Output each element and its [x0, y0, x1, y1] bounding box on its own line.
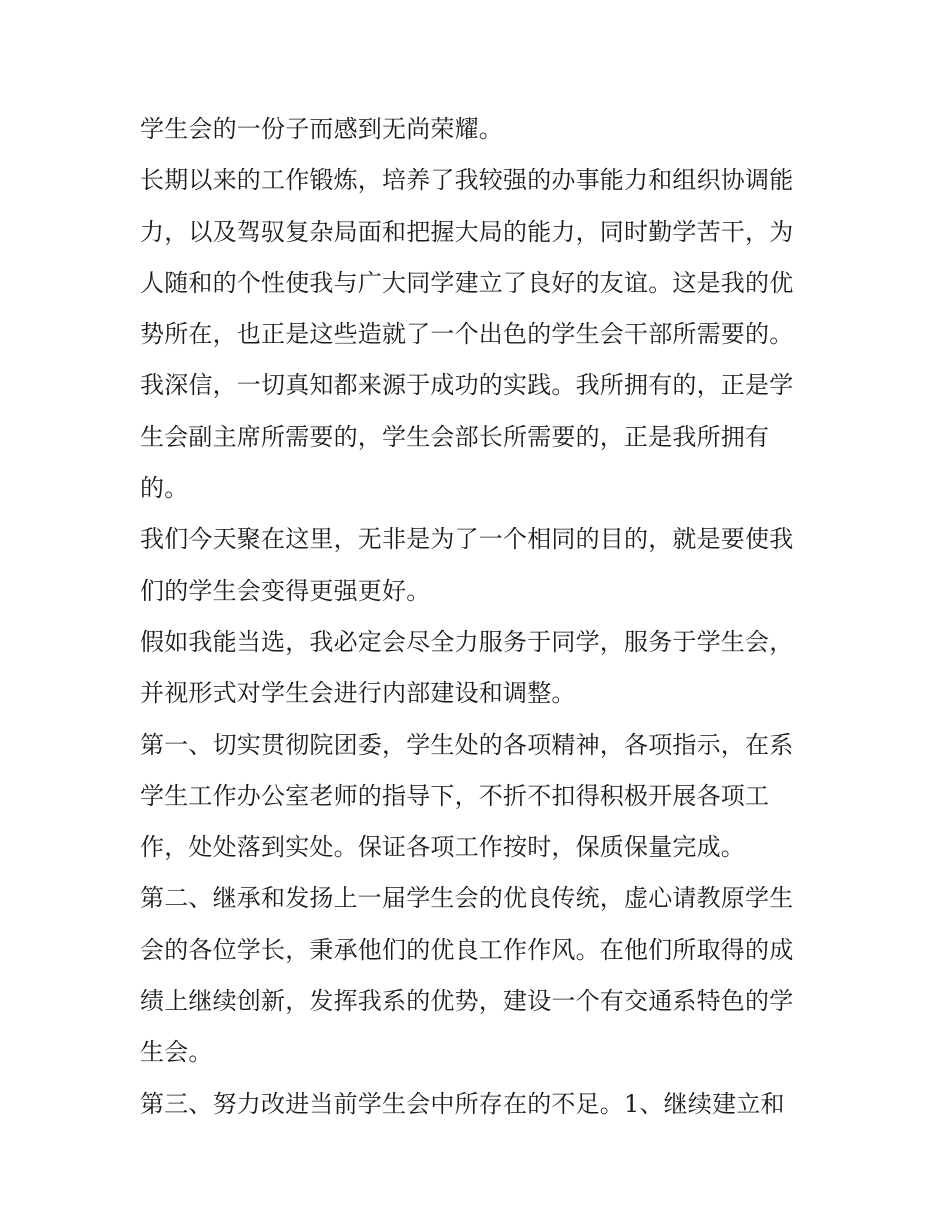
text-line: 作，处处落到实处。保证各项工作按时，保质保量完成。	[140, 833, 745, 862]
text-line: 我深信，一切真知都来源于成功的实践。我所拥有的，正是学	[140, 371, 794, 400]
text-line: 第一、切实贯彻院团委，学生处的各项精神，各项指示，在系	[140, 730, 794, 759]
text-line: 学生工作办公室老师的指导下，不折不扣得积极开展各项工	[140, 781, 770, 810]
text-line: 生会。	[140, 1038, 213, 1067]
text-line: 学生会的一份子而感到无尚荣耀。	[140, 115, 503, 143]
text-line: 们的学生会变得更强更好。	[140, 576, 431, 605]
text-line: 第二、继承和发扬上一届学生会的优良传统，虚心请教原学生	[140, 884, 794, 913]
text-line: 势所在，也正是这些造就了一个出色的学生会干部所需要的。	[140, 320, 794, 349]
text-line: 第三、努力改进当前学生会中所存在的不足。1、继续建立和	[140, 1089, 785, 1118]
text-line: 并视形式对学生会进行内部建设和调整。	[140, 679, 576, 708]
document-body	[140, 104, 820, 1130]
text-line: 我们今天聚在这里，无非是为了一个相同的目的，就是要使我	[140, 525, 794, 554]
text-line: 的。	[140, 474, 189, 503]
text-line: 生会副主席所需要的，学生会部长所需要的，正是我所拥有	[140, 422, 770, 451]
text-line: 人随和的个性使我与广大同学建立了良好的友谊。这是我的优	[140, 268, 794, 297]
text-line: 绩上继续创新，发挥我系的优势，建设一个有交通系特色的学	[140, 987, 794, 1016]
text-line: 力，以及驾驭复杂局面和把握大局的能力，同时勤学苦干，为	[140, 217, 794, 246]
text-line: 假如我能当选，我必定会尽全力服务于同学，服务于学生会，	[140, 627, 794, 656]
text-line: 会的各位学长，秉承他们的优良工作作风。在他们所取得的成	[140, 935, 794, 964]
text-line: 长期以来的工作锻炼，培养了我较强的办事能力和组织协调能	[140, 166, 794, 195]
